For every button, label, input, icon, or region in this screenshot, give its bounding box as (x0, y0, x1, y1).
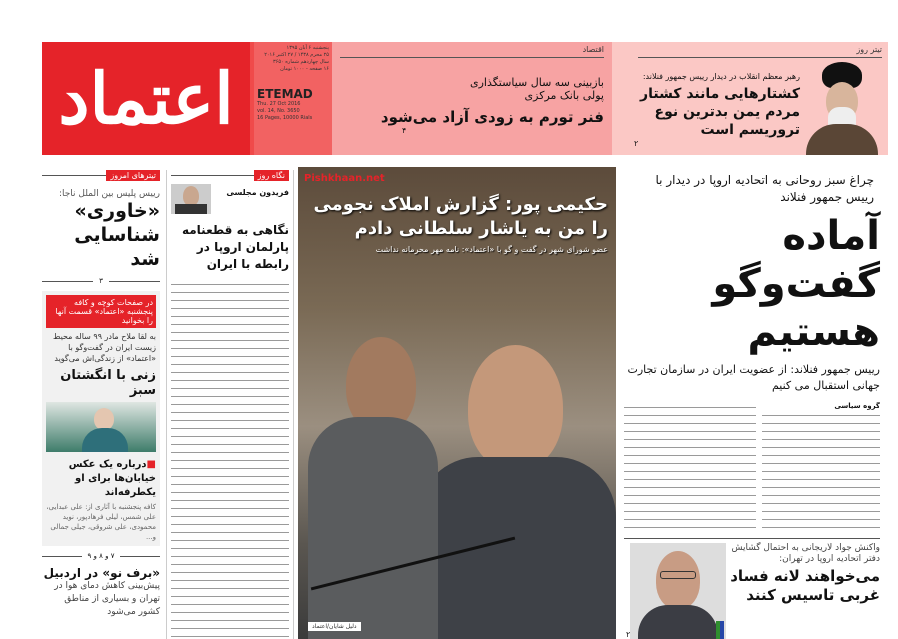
logo (42, 42, 250, 155)
page-number: ۷ و ۸ و ۹ (87, 552, 115, 560)
leader-photo (806, 62, 878, 155)
main-story[interactable] (624, 172, 880, 394)
main-story-body (624, 402, 880, 532)
kicker: به لقا ملاح مادر ۹۹ ساله محیط زیست ایران در گفت‌وگو با «اعتماد» از زندگی‌اش می‌گوید (53, 332, 156, 363)
price-fa: ۱۶ صفحه - ۱۰۰۰ تومان (280, 66, 329, 72)
kicker: واکنش جواد لاریجانی به احتمال گشایش دفتر اتحادیه اروپا در تهران: (731, 543, 880, 564)
page-number: ۳ (99, 277, 103, 285)
date-fa: پنجشنبه ۶ آبان ۱۳۹۵ (286, 45, 329, 51)
headline[interactable]: «برف نو» در اردبیل (43, 566, 160, 580)
promo-banner: در صفحات کوچه و کافه پنجشنبه «اعتماد» قسمت آنها را بخوانید (46, 295, 156, 328)
headline-text: درباره یک عکس خیابان‌ها برای او یکطرفه‌اند (68, 459, 156, 498)
date-fa: ۲۵ محرم ۱۴۳۸ / ۲۷ اکتبر ۲۰۱۶ (264, 52, 329, 58)
section-label: گروه سیاسی (834, 402, 880, 410)
woman-photo (46, 402, 156, 452)
photo-credit: دلیل شایان/اعتماد (308, 622, 361, 631)
section-label: نگاه روز (254, 170, 289, 181)
headline[interactable]: نگاهی به قطعنامه پارلمان اروپا در رابطه با ایران (181, 223, 289, 271)
kicker: رییس پلیس بین الملل ناجا: (58, 189, 160, 199)
section-label: اقتصاد (582, 45, 604, 54)
divider (624, 538, 880, 539)
section-label: تیترهای امروز (106, 170, 160, 181)
logo-text: اعتماد (58, 57, 234, 140)
headline: می‌خواهند لانه فساد غربی تاسیس کنند (730, 567, 880, 604)
right-column (624, 172, 880, 639)
author-photo (171, 184, 211, 214)
date-box (250, 42, 332, 155)
body: کافه پنجشنبه با آثاری از: علی عبدایی، علی شمس، لیلی فرهادپور، نوید محمودی، علی شروقی، جیلی جمالی و... (46, 503, 156, 541)
kicker: رهبر معظم انقلاب در دیدار رییس جمهور فنلاند: (642, 72, 800, 81)
left-column (42, 170, 160, 619)
headline: کشتارهایی مانند کشتار مردم یمن بدترین نوع تروریسم است (640, 86, 800, 138)
latin-name: ETEMAD (257, 87, 313, 101)
headline: آماده گفت‌وگو هستیم (712, 213, 880, 355)
page-number: ۴ (402, 126, 407, 135)
headline[interactable]: ■درباره یک عکس خیابان‌ها برای او یکطرفه‌اند (68, 459, 156, 498)
color-bar (716, 621, 724, 639)
price-en: 16 Pages, 10000 Rials (257, 115, 313, 121)
section-label: تیتر روز (856, 45, 882, 54)
kicker: چراغ سبز روحانی به اتحادیه اروپا در دیدار با رییس جمهور فنلاند (655, 173, 874, 204)
economy-teaser[interactable] (332, 42, 612, 155)
issue-fa: سال چهاردهم شماره ۳۶۵۰ (272, 59, 329, 65)
headline[interactable]: «خاوری» شناسایی شد (74, 200, 160, 270)
page-number: ۲ (634, 139, 639, 148)
date-en: Thu. 27 Oct 2016 (257, 101, 301, 107)
issue-en: vol. 14, No. 3650 (257, 108, 300, 114)
kicker: بازبینی سه سال سیاستگذاری پولی بانک مرکزی (469, 76, 604, 102)
headline: فنر تورم به زودی آزاد می‌شود (380, 108, 604, 126)
headline[interactable]: زنی با انگشتان سبز (60, 368, 156, 398)
opinion-column (166, 170, 294, 639)
photo-text (306, 193, 608, 254)
subhead: رییس جمهور فنلاند: از عضویت ایران در سازمان تجارت جهانی استقبال می کنیم (627, 363, 880, 392)
article-body (171, 279, 289, 639)
larijani-photo (630, 543, 726, 639)
author-name: فریدون مجلسی (226, 188, 289, 197)
page-number: ۲ (626, 630, 631, 639)
promo-box (42, 291, 160, 546)
watermark: Pishkhaan.net (304, 173, 385, 184)
main-photo[interactable] (298, 167, 616, 639)
photo-subhead: عضو شورای شهر در گفت و گو با «اعتماد»: نامه مهر محرمانه نداشت (375, 245, 608, 254)
body: پیش‌بینی کاهش دمای هوا در تهران و بسیاری از مناطق کشور می‌شود (54, 581, 160, 617)
larijani-story[interactable] (624, 543, 880, 639)
photo-headline[interactable]: حکیمی پور: گزارش املاک نجومی را من به یاشار سلطانی دادم (313, 194, 608, 239)
top-story-teaser[interactable] (612, 42, 888, 155)
